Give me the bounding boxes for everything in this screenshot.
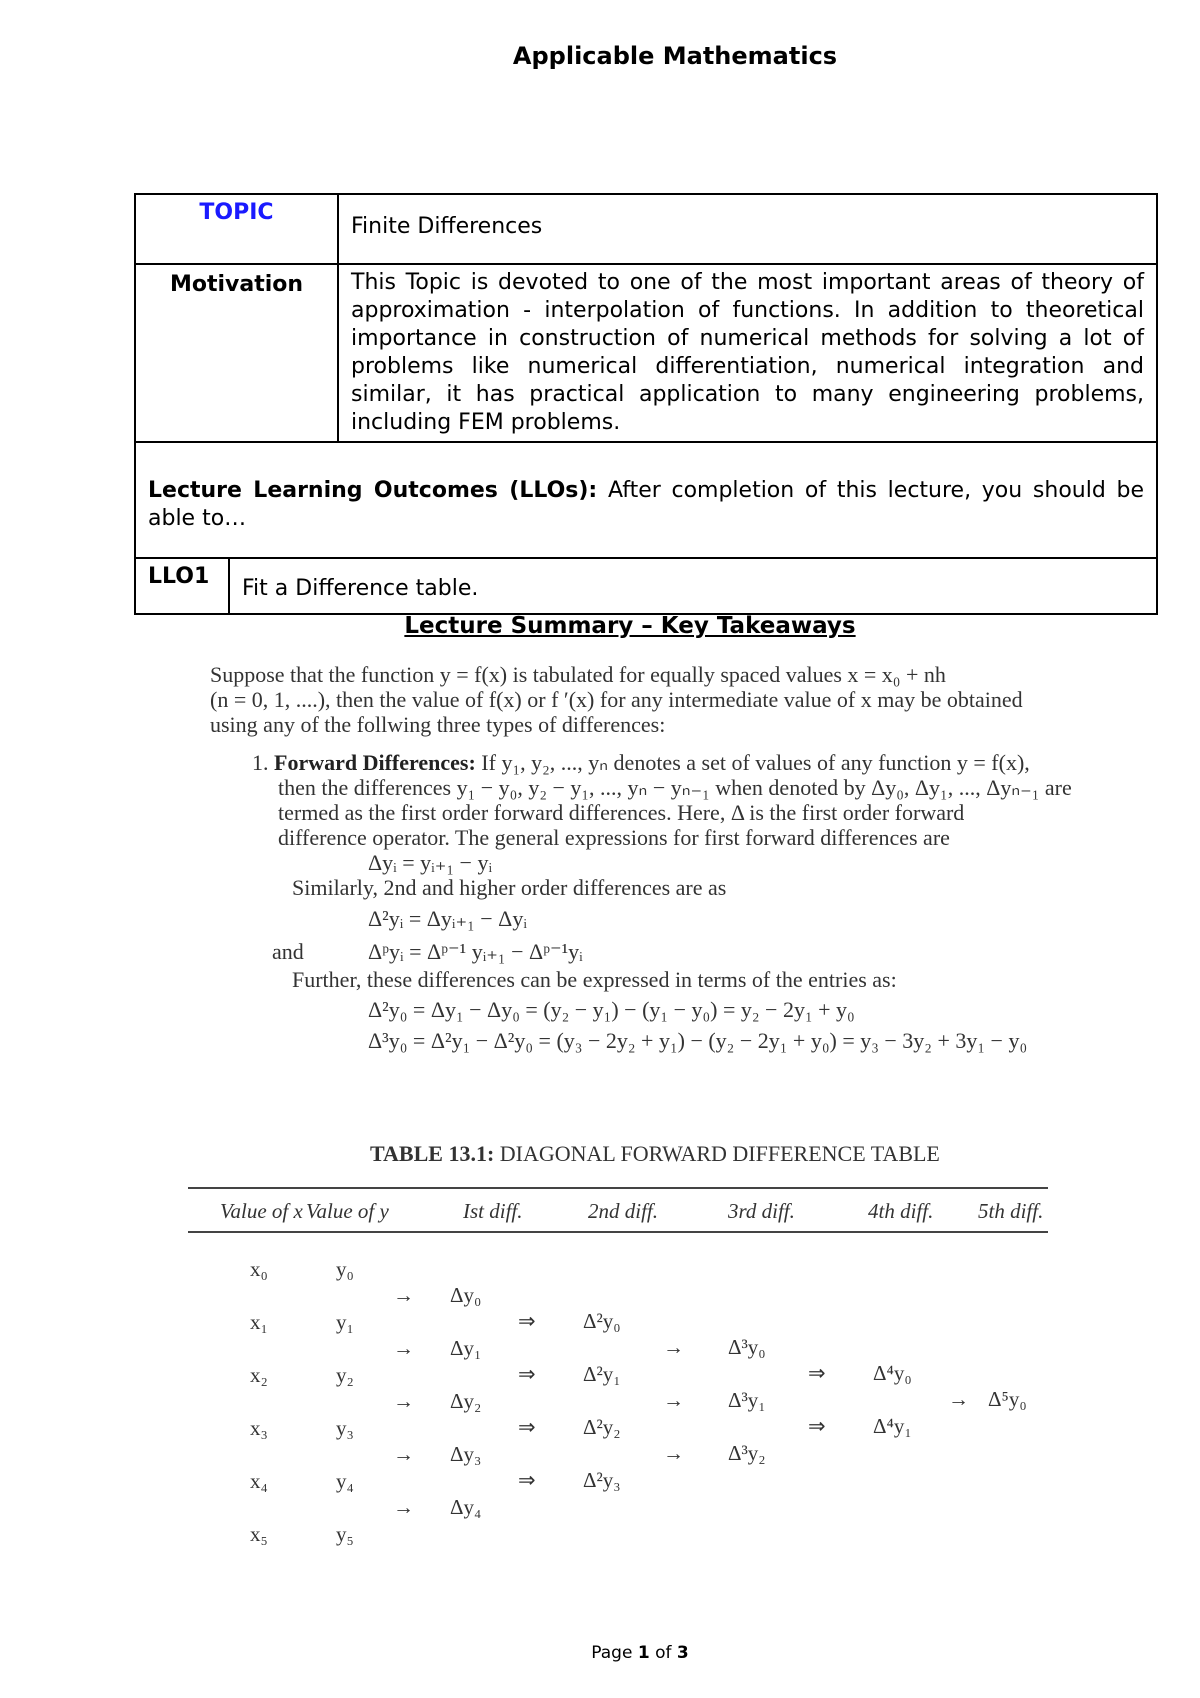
llo-text: Fit a Difference table. bbox=[242, 576, 479, 601]
forward-difference-table bbox=[188, 1187, 1048, 1547]
forward-diff-line: termed as the first order forward differences. Here, Δ is the first order forward bbox=[278, 800, 965, 825]
y-value: y₃ bbox=[336, 1416, 354, 1440]
column-header: 2nd diff. bbox=[588, 1199, 659, 1223]
diff-arrow: ⇒ bbox=[808, 1361, 826, 1385]
column-header: 5th diff. bbox=[978, 1199, 1044, 1223]
third-diff-value: Δ³y₂ bbox=[728, 1441, 766, 1465]
motivation-row bbox=[135, 264, 1157, 442]
first-diff-value: Δy₄ bbox=[450, 1495, 482, 1519]
column-header: Value of y bbox=[306, 1199, 389, 1223]
formula-delta3-y0: Δ³y₀ = Δ²y₁ − Δ²y₀ = (y₃ − 2y₂ + y₁) − (y₂ − 2y₁ + y₀) = y₃ − 3y₂ + 3y₁ − y₀ bbox=[368, 1028, 1028, 1053]
further-line: Further, these differences can be expressed in terms of the entries as: bbox=[292, 967, 897, 992]
first-diff-value: Δy₁ bbox=[450, 1336, 482, 1360]
llo-heading-rest: After completion of this lecture, you should be able to… bbox=[148, 478, 1145, 531]
forward-diff-line: then the differences y₁ − y₀, y₂ − y₁, ..., yₙ − yₙ₋₁ when denoted by Δy₀, Δy₁, ..., Δyₙ₋₁ are bbox=[278, 775, 1072, 800]
formula-first-diff: Δyᵢ = yᵢ₊₁ − yᵢ bbox=[368, 850, 493, 875]
x-value: x₅ bbox=[250, 1522, 268, 1546]
intro-line: (n = 0, 1, ....), then the value of f(x) or f ′(x) for any intermediate value of x may be obtained bbox=[210, 687, 1023, 712]
x-value: x₃ bbox=[250, 1416, 268, 1440]
second-diff-value: Δ²y₂ bbox=[583, 1415, 621, 1439]
diff-arrow: → bbox=[663, 1388, 684, 1412]
column-header: 4th diff. bbox=[868, 1199, 934, 1223]
column-header: Ist diff. bbox=[463, 1199, 523, 1223]
diff-arrow: ⇒ bbox=[518, 1309, 536, 1333]
y-value: y₄ bbox=[336, 1469, 354, 1493]
diff-arrow: → bbox=[948, 1387, 969, 1411]
formula-second-diff: Δ²yᵢ = Δyᵢ₊₁ − Δyᵢ bbox=[368, 906, 527, 931]
fifth-diff-value: Δ⁵y₀ bbox=[988, 1387, 1027, 1411]
motivation-text: This Topic is devoted to one of the most important areas of theory of approximation - interpolation of functions. In addition to theoretical importance in construction of numerical methods for solving a lot of problems like numerical differentiation, numerical integration and similar, it has practical application to many engineering problems, including FEM problems. bbox=[338, 264, 1157, 442]
diff-arrow: → bbox=[663, 1335, 684, 1359]
column-header: 3rd diff. bbox=[728, 1199, 795, 1223]
y-value: y₁ bbox=[336, 1310, 354, 1334]
diff-arrow: → bbox=[393, 1442, 414, 1466]
first-diff-value: Δy₀ bbox=[450, 1283, 482, 1307]
intro-line: Suppose that the function y = f(x) is tabulated for equally spaced values x = x₀ + nh bbox=[210, 662, 946, 687]
diff-arrow: → bbox=[393, 1336, 414, 1360]
page-header-title: Applicable Mathematics bbox=[512, 42, 838, 70]
diff-arrow: ⇒ bbox=[808, 1414, 826, 1438]
first-diff-value: Δy₃ bbox=[450, 1442, 482, 1466]
diff-arrow: ⇒ bbox=[518, 1362, 536, 1386]
x-value: x₄ bbox=[250, 1469, 268, 1493]
scanned-text-block bbox=[210, 662, 1110, 1053]
similarly-line: Similarly, 2nd and higher order differences are as bbox=[292, 875, 727, 900]
formula-pth-diff: Δᵖyᵢ = Δᵖ⁻¹ yᵢ₊₁ − Δᵖ⁻¹yᵢ bbox=[368, 939, 583, 964]
intro-line: using any of the follwing three types of differences: bbox=[210, 712, 666, 737]
formula-pth-diff-row bbox=[210, 939, 1110, 964]
third-diff-value: Δ³y₀ bbox=[728, 1335, 766, 1359]
llo-heading bbox=[135, 442, 1157, 558]
forward-diff-title: Forward Differences: bbox=[274, 750, 476, 775]
motivation-label: Motivation bbox=[135, 264, 338, 442]
topic-info-table bbox=[134, 193, 1158, 615]
y-value: y₂ bbox=[336, 1363, 354, 1387]
third-diff-value: Δ³y₁ bbox=[728, 1388, 766, 1412]
forward-diff-line: 1. Forward Differences: If y₁, y₂, ..., yₙ denotes a set of values of any function y = f(x), bbox=[252, 750, 1030, 775]
y-value: y₅ bbox=[336, 1522, 354, 1546]
formula-delta2-y0: Δ²y₀ = Δy₁ − Δy₀ = (y₂ − y₁) − (y₁ − y₀) = y₂ − 2y₁ + y₀ bbox=[368, 997, 855, 1022]
diff-arrow: → bbox=[393, 1389, 414, 1413]
diff-arrow: → bbox=[393, 1495, 414, 1519]
topic-value: Finite Differences bbox=[338, 194, 1157, 264]
fourth-diff-value: Δ⁴y₁ bbox=[873, 1414, 912, 1438]
table-caption: TABLE 13.1: DIAGONAL FORWARD DIFFERENCE TABLE bbox=[370, 1141, 940, 1166]
x-value: x₀ bbox=[250, 1257, 268, 1281]
llo-id: LLO1 bbox=[136, 559, 230, 613]
diff-arrow: → bbox=[393, 1283, 414, 1307]
first-diff-value: Δy₂ bbox=[450, 1389, 482, 1413]
fourth-diff-value: Δ⁴y₀ bbox=[873, 1361, 912, 1385]
llo-heading-row bbox=[135, 442, 1157, 558]
y-value: y₀ bbox=[336, 1257, 354, 1281]
table-header-rule bbox=[188, 1231, 1048, 1233]
topic-row bbox=[135, 194, 1157, 264]
llo-heading-bold: Lecture Learning Outcomes (LLOs): bbox=[148, 478, 598, 503]
x-value: x₂ bbox=[250, 1363, 268, 1387]
second-diff-value: Δ²y₁ bbox=[583, 1362, 621, 1386]
second-diff-value: Δ²y₃ bbox=[583, 1468, 621, 1492]
x-value: x₁ bbox=[250, 1310, 268, 1334]
diff-arrow: ⇒ bbox=[518, 1415, 536, 1439]
table-top-rule bbox=[188, 1187, 1048, 1189]
topic-label: TOPIC bbox=[135, 194, 338, 264]
llo-item-row bbox=[135, 558, 1157, 614]
second-diff-value: Δ²y₀ bbox=[583, 1309, 621, 1333]
diff-arrow: → bbox=[663, 1441, 684, 1465]
forward-diff-line: difference operator. The general expressions for first forward differences are bbox=[278, 825, 950, 850]
and-label: and bbox=[272, 939, 304, 964]
summary-heading: Lecture Summary – Key Takeaways bbox=[404, 613, 856, 639]
page-number: Page 1 of 3 bbox=[591, 1643, 689, 1663]
diff-arrow: ⇒ bbox=[518, 1468, 536, 1492]
column-header: Value of x bbox=[220, 1199, 303, 1223]
